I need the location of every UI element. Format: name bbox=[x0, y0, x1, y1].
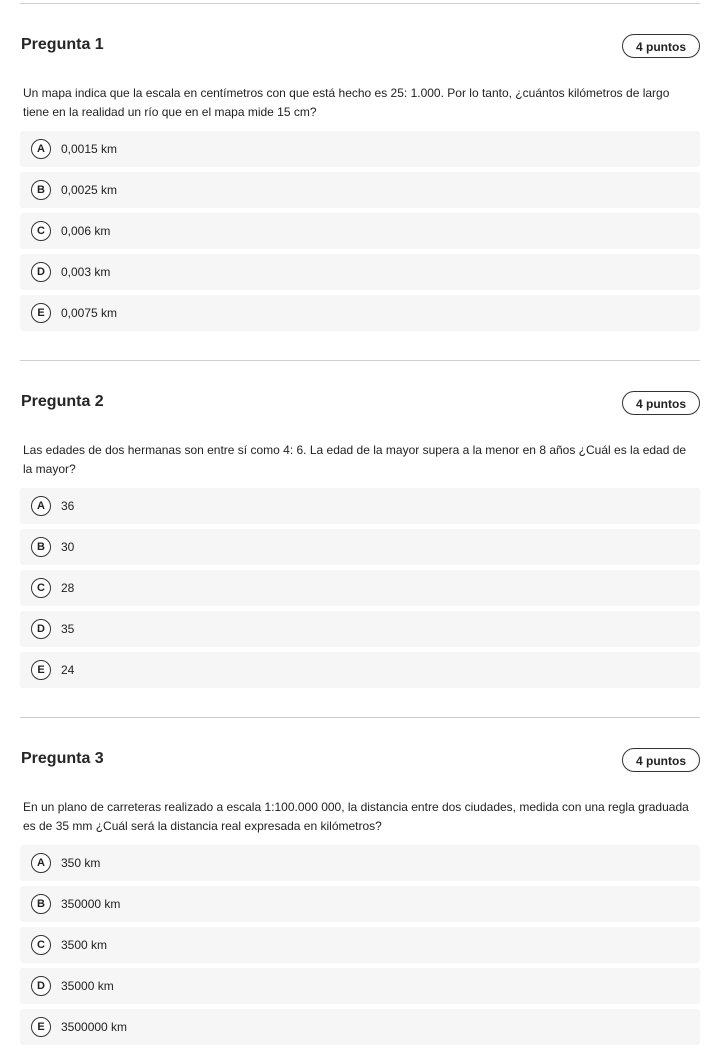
question-header bbox=[20, 4, 700, 84]
option-letter: C bbox=[31, 935, 51, 955]
question-header bbox=[20, 361, 700, 441]
option-text: 24 bbox=[61, 663, 75, 677]
option-d[interactable] bbox=[20, 611, 700, 647]
option-d[interactable] bbox=[20, 968, 700, 1004]
option-letter: B bbox=[31, 537, 51, 557]
option-text: 3500000 km bbox=[61, 1020, 128, 1034]
option-b[interactable] bbox=[20, 886, 700, 922]
option-letter: D bbox=[31, 619, 51, 639]
option-letter: B bbox=[31, 894, 51, 914]
option-text: 0,0015 km bbox=[61, 142, 118, 156]
question-title: Pregunta 1 bbox=[21, 36, 104, 53]
option-text: 35000 km bbox=[61, 979, 114, 993]
option-text: 0,003 km bbox=[61, 265, 111, 279]
points-badge: 4 puntos bbox=[622, 748, 700, 772]
question-text: Las edades de dos hermanas son entre sí como 4: 6. La edad de la mayor supera a la menor en 8 años ¿Cuál es la edad de la mayor? bbox=[23, 443, 687, 476]
option-e[interactable] bbox=[20, 652, 700, 688]
options-list bbox=[20, 131, 700, 331]
option-text: 0,006 km bbox=[61, 224, 111, 238]
option-letter: E bbox=[31, 1017, 51, 1037]
option-text: 28 bbox=[61, 581, 75, 595]
options-list bbox=[20, 845, 700, 1045]
question-title: Pregunta 3 bbox=[21, 750, 104, 767]
option-letter: B bbox=[31, 180, 51, 200]
option-b[interactable] bbox=[20, 172, 700, 208]
option-text: 350 km bbox=[61, 856, 101, 870]
quiz-container bbox=[20, 0, 700, 1050]
option-letter: A bbox=[31, 496, 51, 516]
question-text: En un plano de carreteras realizado a escala 1:100.000 000, la distancia entre dos ciudades, medida con una regla graduada es de 35 mm ¿Cuál será la distancia real expresada en kilómetros? bbox=[23, 800, 689, 833]
option-letter: E bbox=[31, 303, 51, 323]
question-3 bbox=[20, 718, 700, 1045]
question-2 bbox=[20, 361, 700, 688]
option-c[interactable] bbox=[20, 927, 700, 963]
option-c[interactable] bbox=[20, 570, 700, 606]
option-text: 3500 km bbox=[61, 938, 108, 952]
option-c[interactable] bbox=[20, 213, 700, 249]
option-letter: D bbox=[31, 976, 51, 996]
option-text: 30 bbox=[61, 540, 75, 554]
option-e[interactable] bbox=[20, 1009, 700, 1045]
option-letter: C bbox=[31, 578, 51, 598]
option-letter: A bbox=[31, 139, 51, 159]
question-title: Pregunta 2 bbox=[21, 393, 104, 410]
option-a[interactable] bbox=[20, 845, 700, 881]
option-letter: D bbox=[31, 262, 51, 282]
option-a[interactable] bbox=[20, 131, 700, 167]
option-letter: E bbox=[31, 660, 51, 680]
option-letter: C bbox=[31, 221, 51, 241]
option-text: 36 bbox=[61, 499, 75, 513]
option-letter: A bbox=[31, 853, 51, 873]
question-header bbox=[20, 718, 700, 798]
option-text: 0,0075 km bbox=[61, 306, 118, 320]
option-d[interactable] bbox=[20, 254, 700, 290]
option-e[interactable] bbox=[20, 295, 700, 331]
option-b[interactable] bbox=[20, 529, 700, 565]
points-badge: 4 puntos bbox=[622, 34, 700, 58]
options-list bbox=[20, 488, 700, 688]
option-text: 35 bbox=[61, 622, 75, 636]
option-text: 0,0025 km bbox=[61, 183, 118, 197]
question-1 bbox=[20, 4, 700, 331]
question-text: Un mapa indica que la escala en centímetros con que está hecho es 25: 1.000. Por lo tanto, ¿cuántos kilómetros de largo tiene en la realidad un río que en el mapa mide 15 cm? bbox=[23, 86, 670, 119]
points-badge: 4 puntos bbox=[622, 391, 700, 415]
option-a[interactable] bbox=[20, 488, 700, 524]
option-text: 350000 km bbox=[61, 897, 121, 911]
